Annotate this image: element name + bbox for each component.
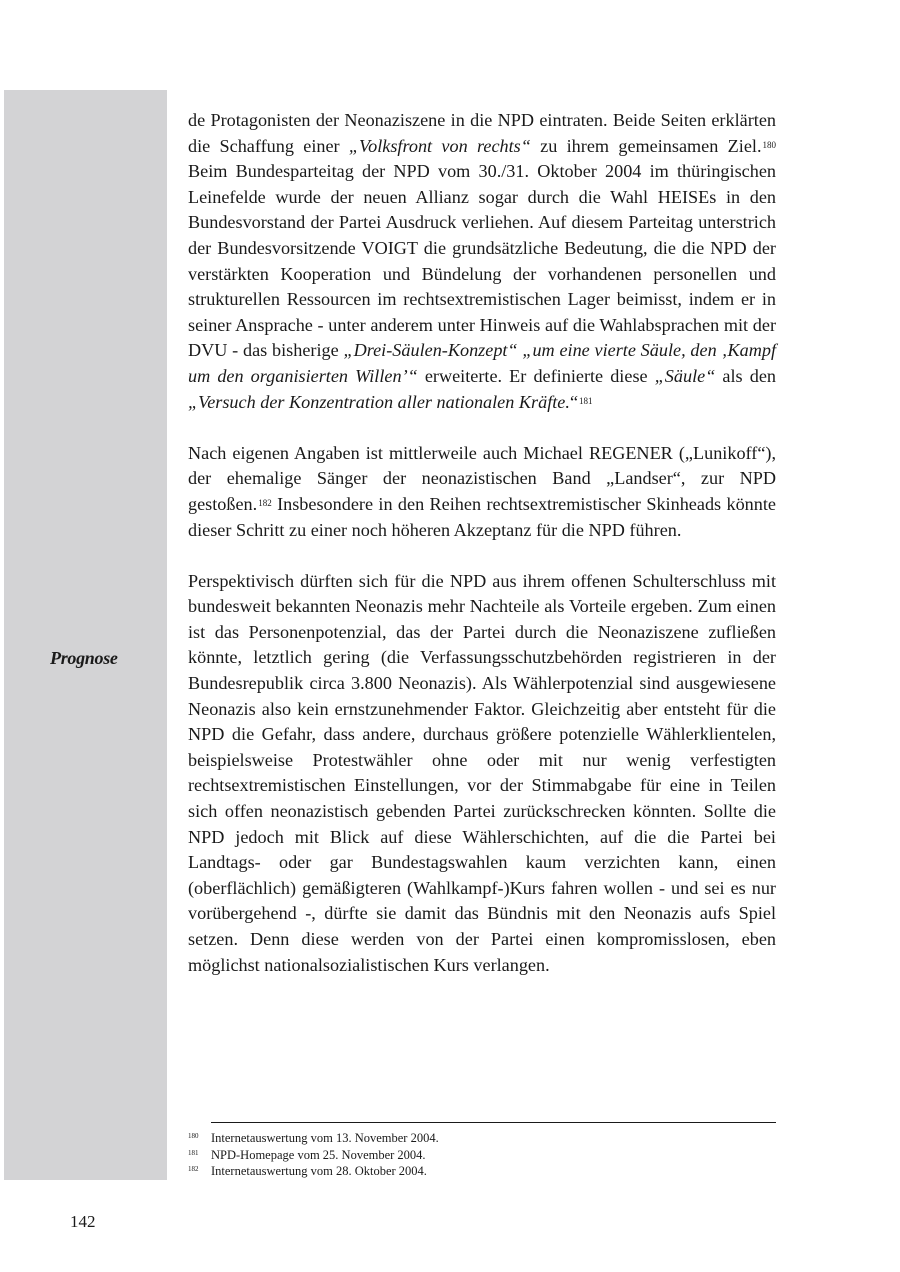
text-run: Beim Bundesparteitag der NPD vom 30./31. Oktober 2004 im thüringischen Leinefelde wurde der neuen Allianz sogar durch die Wahl HEISEs in den Bundesvorstand der Partei Ausdruck verliehen. Auf diesem Parteitag unterstrich der Bundesvorsitzende VOIGT die grundsätzliche Bedeutung, die die NPD der verstärkten Kooperation und Bündelung der vorhandenen personellen und strukturellen Ressourcen im rechtsextremistischen Lager beimisst, indem er in seiner Ansprache - unter anderem unter Hinweis auf die Wahlabsprachen mit der DVU - das bisherige [188,161,776,361]
quote-drei-saeulen: „Drei-Säulen-Konzept“ „um eine vierte Säule, den ‚Kampf um den organisierten Willen’“ [188,340,776,386]
footnote-180 [188,1130,776,1147]
margin-sidebar [4,90,167,1180]
footnote-number: 180 [188,1132,199,1140]
footnote-ref-181: 181 [579,395,593,406]
footnotes [188,1130,776,1180]
text-run: de Protagonisten der Neonaziszene in die NPD eintraten. Beide Seiten erklärten die Schaffung einer [188,110,776,156]
margin-label-prognose: Prognose [50,648,118,668]
paragraph-3: Perspektivisch dürften sich für die NPD aus ihrem offenen Schulterschluss mit bundesweit bekannten Neonazis mehr Nachteile als Vorteile ergeben. Zum einen ist das Personenpotenzial, das der Partei durch die Neonaziszene zufließen könnte, letztlich gering (die Verfassungsschutzbehörden registrieren in der Bundesrepublik circa 3.800 Neonazis). Als Wählerpotenzial sind ausgewiesene Neonazis also kein ernstzunehmender Faktor. Gleichzeitig aber entsteht für die NPD die Gefahr, dass andere, durchaus größere potenzielle Wählerklientelen, beispielsweise Protestwähler ohne oder mit nur wenig verfestigten rechtsextremistischen Einstellungen, vor der Stimmabgabe für eine in Teilen sich offen neonazistisch gebenden Partei zurückschrecken könnten. Sollte die NPD jedoch mit Blick auf diese Wählerschichten, auf die die Partei bei Landtags- oder gar Bundestagswahlen kaum verzichten kann, einen (oberflächlich) gemäßigteren (Wahlkampf-)Kurs fahren wollen - und sei es nur vorübergehend -, dürfte sie damit das Bündnis mit den Neonazis aufs Spiel setzen. Denn diese werden von der Partei einen kompromisslosen, eben möglichst nationalsozialistischen Kurs verlangen. [188,570,776,975]
footnote-text: Internetauswertung vom 28. Oktober 2004. [211,1164,427,1178]
footnote-text: Internetauswertung vom 13. November 2004. [211,1131,439,1145]
text-run: “ [569,391,579,412]
text-run: zu ihrem gemeinsamen Ziel. [530,135,762,156]
quote-konzentration: „Versuch der Konzentration aller nationalen Kräfte. [188,391,570,412]
body-text [188,108,776,978]
footnote-number: 182 [188,1165,199,1173]
page-number: 142 [70,1212,96,1231]
footnote-181 [188,1147,776,1164]
text-run: erweiterte. Er definierte diese [417,365,655,386]
quote-volksfront: „Volksfront von rechts“ [348,135,531,156]
footnote-number: 181 [188,1148,199,1157]
footnote-rule [211,1122,776,1123]
paragraph-1 [188,108,776,415]
footnote-182 [188,1163,776,1180]
footnote-ref-182: 182 [258,497,272,508]
text-run: Nach eigenen Angaben ist mittlerweile auch Michael REGENER („Lunikoff“), der ehemalige Sänger der neonazistischen Band „Landser“, zur NPD gestoßen. [188,442,776,514]
footnote-text: NPD-Homepage vom 25. November 2004. [211,1147,426,1162]
quote-saeule: „Säule“ [654,365,716,386]
paragraph-2 [188,441,776,543]
footnote-ref-180: 180 [762,139,776,150]
text-run: als den [715,365,776,386]
text-run: Insbesondere in den Reihen rechtsextremistischer Skinheads könnte dieser Schritt zu einer noch höheren Akzeptanz für die NPD führen. [188,493,776,540]
